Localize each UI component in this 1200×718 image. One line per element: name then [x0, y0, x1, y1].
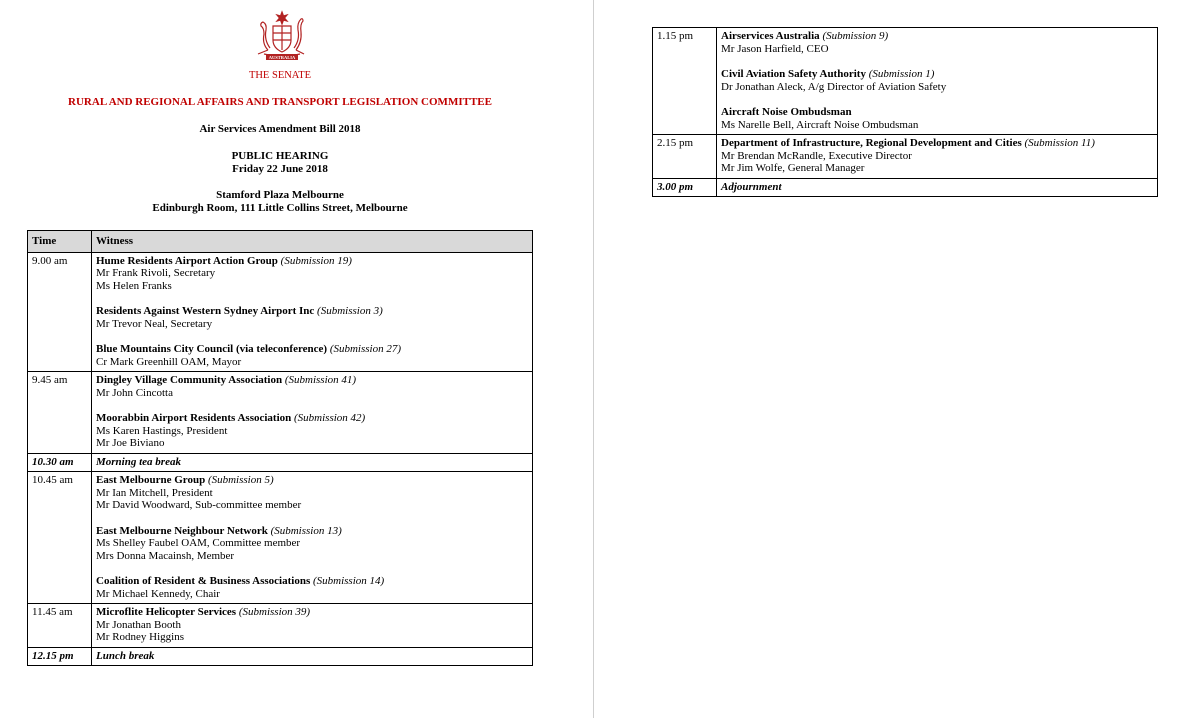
witness-name: Ms Shelley Faubel OAM, Committee member [96, 537, 301, 549]
organisation-name: Coalition of Resident & Business Associations [96, 575, 311, 587]
witness-name: Mr David Woodward, Sub-committee member [96, 499, 302, 511]
witness-cell [92, 252, 533, 372]
witness-cell [717, 28, 1158, 135]
schedule-break-row [28, 453, 533, 472]
witness-organisation [96, 343, 528, 356]
organisation-name: Aircraft Noise Ombudsman [721, 106, 852, 118]
document-page-1 [0, 0, 593, 718]
document-page-2 [594, 0, 1200, 718]
venue-name: Stamford Plaza Melbourne [216, 189, 344, 201]
organisation-name: Hume Residents Airport Action Group [96, 254, 278, 267]
witness-name: Dr Jonathan Aleck, A/g Director of Aviation Safety [721, 80, 947, 93]
session-time: 1.15 pm [653, 28, 717, 135]
organisation-name: Airservices Australia [721, 30, 820, 42]
organisation-name: Civil Aviation Safety Authority [721, 68, 866, 80]
hearing-title: PUBLIC HEARING [231, 150, 329, 162]
schedule-row [653, 28, 1158, 135]
bill-title: Air Services Amendment Bill 2018 [199, 123, 361, 135]
witness-name: Mr Michael Kennedy, Chair [96, 587, 220, 600]
witness-name: Ms Karen Hastings, President [96, 424, 228, 437]
schedule-row [28, 252, 533, 372]
session-time: 3.00 pm [653, 178, 717, 197]
witness-name: Ms Helen Franks [96, 279, 172, 292]
submission-number: (Submission 9) [822, 30, 889, 42]
submission-number: (Submission 5) [207, 474, 274, 486]
organisation-name: East Melbourne Neighbour Network [96, 524, 268, 537]
witness-organisation [96, 255, 528, 268]
submission-number: (Submission 3) [317, 305, 383, 317]
witness-organisation [96, 474, 528, 487]
witness-name: Mr Brendan McRandle, Executive Director [721, 149, 912, 162]
witness-name: Mr Trevor Neal, Secretary [96, 317, 213, 330]
venue-address: Edinburgh Room, 111 Little Collins Street, Melbourne [152, 202, 408, 214]
witness-name: Ms Narelle Bell, Aircraft Noise Ombudsman [721, 118, 919, 131]
session-time: 11.45 am [28, 604, 92, 648]
schedule-row [28, 372, 533, 454]
witness-cell [92, 604, 533, 648]
witness-organisation [96, 606, 528, 619]
schedule-row [28, 472, 533, 604]
witness-cell [92, 472, 533, 604]
witness-cell [717, 135, 1158, 179]
schedule-break-row [28, 647, 533, 666]
coat-of-arms-icon [246, 10, 318, 62]
session-time: 9.00 am [28, 252, 92, 372]
entry-spacer [96, 292, 528, 305]
witness-organisation [721, 68, 1153, 81]
crest-banner-text: AUSTRALIA [268, 55, 296, 60]
organisation-name: Residents Against Western Sydney Airport Inc [96, 305, 315, 317]
witness-name: Mr Ian Mitchell, President [96, 486, 213, 499]
entry-spacer [96, 512, 528, 525]
organisation-name: Blue Mountains City Council (via teleconference) [96, 343, 328, 355]
session-time: 9.45 am [28, 372, 92, 454]
witness-name: Mr Jim Wolfe, General Manager [721, 162, 865, 174]
schedule-table-page-1 [27, 230, 533, 666]
organisation-name: Dingley Village Community Association [96, 374, 283, 386]
witness-organisation [721, 137, 1153, 150]
witness-name: Mr Joe Biviano [96, 437, 165, 449]
witness-name: Mr Frank Rivoli, Secretary [96, 267, 216, 279]
witness-name: Mr John Cincotta [96, 386, 173, 399]
hearing-date: Friday 22 June 2018 [232, 163, 328, 175]
schedule-table-page-2 [652, 27, 1158, 197]
entry-spacer [96, 399, 528, 412]
organisation-name: Moorabbin Airport Residents Association [96, 412, 292, 424]
witness-name: Mr Rodney Higgins [96, 631, 184, 643]
break-label: Lunch break [92, 647, 533, 666]
entry-spacer [96, 330, 528, 343]
submission-number: (Submission 42) [294, 412, 366, 424]
senate-heading: THE SENATE [248, 70, 312, 81]
entry-spacer [721, 55, 1153, 68]
witness-name: Mrs Donna Macainsh, Member [96, 549, 235, 562]
witness-organisation [96, 374, 528, 387]
schedule-break-row [653, 178, 1158, 197]
break-label: Morning tea break [92, 453, 533, 472]
witness-name: Cr Mark Greenhill OAM, Mayor [96, 355, 242, 368]
submission-number: (Submission 39) [238, 606, 311, 618]
column-header-time: Time [28, 231, 92, 253]
schedule-row [28, 604, 533, 648]
column-header-witness: Witness [92, 231, 533, 253]
witness-name: Mr Jason Harfield, CEO [721, 42, 829, 55]
witness-organisation [96, 575, 528, 588]
submission-number: (Submission 11) [1024, 137, 1095, 149]
witness-cell [92, 372, 533, 454]
break-label: Adjournment [717, 178, 1158, 197]
session-time: 12.15 pm [28, 647, 92, 666]
organisation-name: Department of Infrastructure, Regional Development and Cities [721, 137, 1022, 149]
witness-organisation [96, 525, 528, 538]
submission-number: (Submission 1) [868, 68, 935, 80]
organisation-name: East Melbourne Group [96, 474, 206, 486]
entry-spacer [96, 562, 528, 575]
witness-organisation [721, 106, 1153, 119]
witness-organisation [96, 412, 528, 425]
entry-spacer [721, 93, 1153, 106]
witness-organisation [721, 30, 1153, 43]
organisation-name: Microflite Helicopter Services [96, 606, 237, 618]
submission-number: (Submission 41) [284, 374, 357, 386]
submission-number: (Submission 19) [280, 254, 352, 267]
committee-heading: RURAL AND REGIONAL AFFAIRS AND TRANSPORT LEGISLATION COMMITTEE [68, 96, 492, 108]
submission-number: (Submission 27) [329, 343, 402, 355]
witness-organisation [96, 305, 528, 318]
submission-number: (Submission 13) [270, 524, 342, 537]
submission-number: (Submission 14) [312, 575, 385, 587]
schedule-row [653, 135, 1158, 179]
session-time: 10.45 am [28, 472, 92, 604]
witness-name: Mr Jonathan Booth [96, 618, 181, 631]
session-time: 2.15 pm [653, 135, 717, 179]
session-time: 10.30 am [28, 453, 92, 472]
